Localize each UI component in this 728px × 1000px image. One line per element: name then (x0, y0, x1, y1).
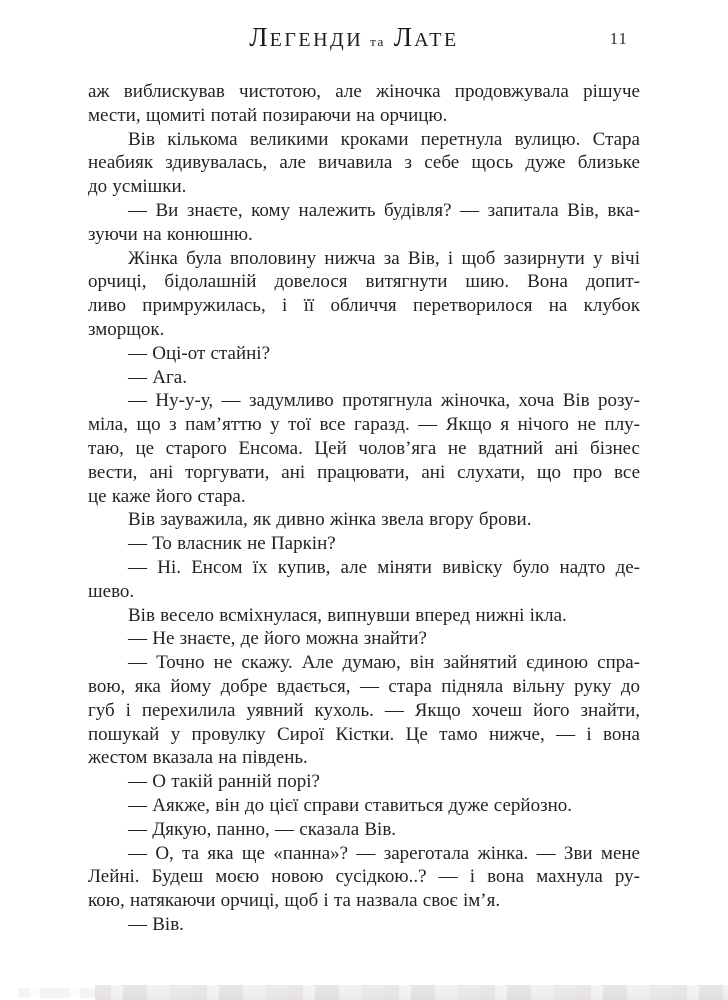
text-line: орчиці, бідолашній довелося витягнути шию. Вона допит- (88, 271, 640, 293)
page-number: 11 (609, 29, 628, 48)
text-line: — Аякже, він до цієї справи ставиться дуже серйозно. (128, 794, 572, 816)
text-line: — Дякую, панно, — сказала Вів. (128, 818, 397, 840)
text-line: ливо примружилась, і її обличчя перетворилося на клубок (88, 295, 640, 317)
text-line: — О такій ранній порі? (128, 771, 320, 793)
scan-artifact-band (95, 985, 728, 1000)
text-line: неабияк здивувалась, але вичавила з себе щось дуже близьке (88, 152, 640, 174)
text-line: вою, яка йому добре вдається, — стара підняла вільну руку до (88, 675, 640, 697)
text-line: кою, натякаючи орчиці, щоб і та назвала своє ім’я. (88, 890, 501, 912)
text-line: Вів весело всміхнулася, випнувши вперед нижні ікла. (128, 604, 567, 626)
text-line: таю, це старого Енсома. Цей чолов’яга не вдатний ані бізнес (88, 437, 640, 459)
text-line: — Ні. Енсом їх купив, але міняти вивіску було надто де- (128, 556, 640, 578)
book-title-initial-1: Л (249, 22, 270, 52)
text-line: зуючи на конюшню. (88, 223, 253, 245)
text-line: губ і перехилила уявний кухоль. — Якщо хочеш його знайти, (88, 699, 640, 721)
text-line: вести, ані торгувати, ані працювати, ані слухати, що про все (88, 461, 640, 483)
text-line: зморщок. (88, 318, 165, 340)
book-title-conjunction: та (370, 34, 385, 49)
scan-artifact-band-left (18, 988, 95, 998)
text-line: Вів зауважила, як дивно жінка звела вгору брови. (128, 509, 532, 531)
book-title-word-2: АТЕ (414, 29, 459, 51)
text-line: до усмішки. (88, 176, 187, 198)
text-line: — Точно не скажу. Але думаю, він зайнятий єдиною спра- (128, 652, 640, 674)
book-title-initial-2: Л (393, 22, 415, 52)
book-title-word-1: ЕГЕНДИ (269, 29, 364, 51)
text-line: Лейні. Будеш моєю новою сусідкою..? — і вона махнула ру- (88, 866, 640, 888)
text-line: пошукай у провулку Сирої Кістки. Це тамо нижче, — і вона (88, 723, 640, 745)
text-line: — Оці-от стайні? (128, 342, 270, 364)
page-text (88, 80, 640, 937)
text-line: — О, та яка ще «панна»? — зареготала жінка. — Зви мене (128, 842, 640, 864)
text-line: — То власник не Паркін? (128, 533, 336, 555)
text-line: — Не знаєте, де його можна знайти? (128, 628, 427, 650)
book-title (249, 22, 458, 53)
text-line: це каже його стара. (88, 485, 246, 507)
text-line: — Ну-у-у, — задумливо протягнула жіночка, хоча Вів розу- (128, 390, 640, 412)
text-line: міла, що з пам’яттю у тої все гаразд. — Якщо я нічого не плу- (88, 414, 640, 436)
text-line: аж виблискував чистотою, але жіночка продовжувала рішуче (88, 81, 640, 102)
text-line: — Вів. (128, 913, 184, 935)
text-line: — Ага. (128, 366, 187, 388)
text-line: шево. (88, 580, 135, 602)
text-line: Вів кількома великими кроками перетнула вулицю. Стара (128, 128, 640, 150)
text-line: мести, щомиті потай позираючи на орчицю. (88, 104, 448, 126)
text-line: Жінка була вполовину нижча за Вів, і щоб зазирнути у вічі (128, 247, 640, 269)
text-line: жестом вказала на південь. (88, 747, 308, 769)
text-line: — Ви знаєте, кому належить будівля? — запитала Вів, вка- (128, 199, 640, 221)
